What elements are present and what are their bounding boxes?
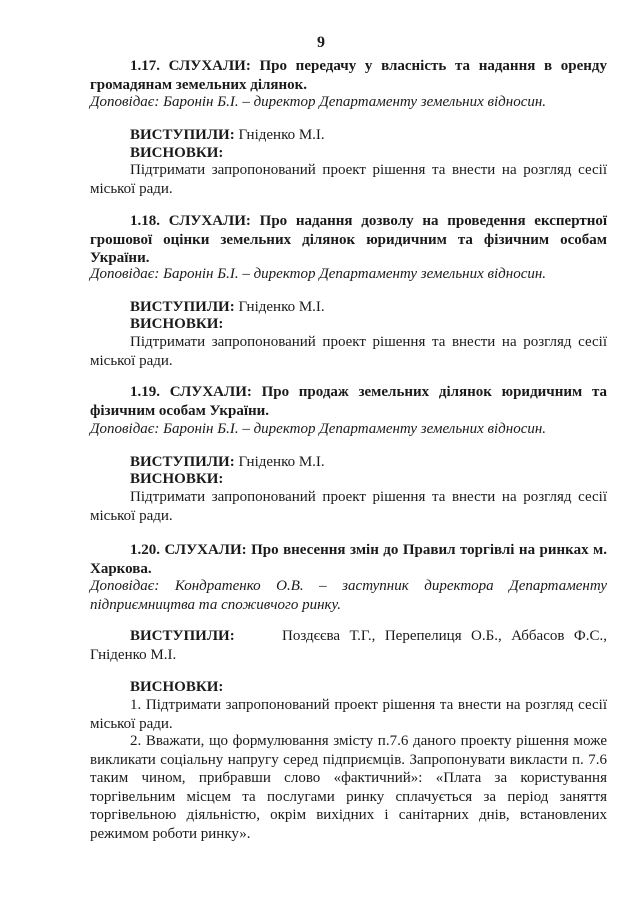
heard-label: СЛУХАЛИ:	[169, 384, 252, 400]
reporter-line: Доповідає: Баронін Б.І. – директор Департаменту земельних відносин.	[90, 421, 547, 437]
item-number: 1.17.	[130, 58, 160, 74]
spoke-line	[90, 627, 607, 664]
item-topic: Про передачу у власність та надання в оренду громадянам земельних ділянок.	[90, 58, 607, 93]
spoke-names: Поздєєва Т.Г., Перепелиця О.Б., Аббасов Ф.С., Гніденко М.І.	[90, 628, 608, 663]
page-number: 9	[317, 34, 325, 51]
conclusions-label: ВИСНОВКИ:	[130, 471, 224, 487]
spoke-line	[90, 298, 642, 317]
spoke-names: Гніденко М.І.	[238, 299, 325, 315]
reporter-line: Доповідає: Кондратенко О.В. – заступник директора Департаменту підприємництва та споживчого ринку.	[90, 578, 607, 613]
item-heading-1-20	[90, 541, 607, 578]
item-heading-1-17	[90, 57, 607, 94]
spoke-names: Гніденко М.І.	[238, 454, 325, 470]
item-topic: Про надання дозволу на проведення експертної грошової оцінки земельних ділянок юридичним та фізичним особам України.	[90, 213, 608, 266]
reporter-line: Доповідає: Баронін Б.І. – директор Департаменту земельних відносин.	[90, 266, 547, 282]
spoke-label: ВИСТУПИЛИ:	[130, 127, 235, 143]
conclusions-item-1: 1. Підтримати запропонований проект рішення та внести на розгляд сесії міської ради.	[90, 697, 607, 732]
conclusions-text: Підтримати запропонований проект рішення та внести на розгляд сесії міської ради.	[90, 489, 607, 524]
spoke-label: ВИСТУПИЛИ:	[130, 454, 235, 470]
conclusions-item-2: 2. Вважати, що формулювання змісту п.7.6 даного проекту рішення може викликати соціальну напругу серед підприємців. Запропонувати викласти п. 7.6 таким чином, прибравши слово «фактичний»: «Плата за користування торгівельним місцем та послугами ринку сплачується за період заняття торгівельною діяльністю, окрім вихідних і санітарних днів, встановлених режимом роботи ринку».	[90, 733, 607, 842]
reporter-line: Доповідає: Баронін Б.І. – директор Департаменту земельних відносин.	[90, 94, 547, 110]
item-number: 1.20.	[130, 542, 160, 558]
conclusions-text: Підтримати запропонований проект рішення та внести на розгляд сесії міської ради.	[90, 162, 607, 197]
item-heading-1-19	[90, 383, 607, 420]
heard-label: СЛУХАЛИ:	[168, 213, 251, 229]
spoke-names: Гніденко М.І.	[238, 127, 325, 143]
conclusions-label: ВИСНОВКИ:	[130, 316, 224, 332]
conclusions-label: ВИСНОВКИ:	[130, 145, 224, 161]
conclusions-label: ВИСНОВКИ:	[130, 679, 224, 695]
item-number: 1.18.	[130, 213, 160, 229]
item-topic: Про внесення змін до Правил торгівлі на ринках м. Харкова.	[90, 542, 608, 577]
spoke-label: ВИСТУПИЛИ:	[130, 299, 235, 315]
item-heading-1-18	[90, 212, 607, 268]
conclusions-text: Підтримати запропонований проект рішення та внести на розгляд сесії міської ради.	[90, 334, 607, 369]
heard-label: СЛУХАЛИ:	[164, 542, 247, 558]
item-topic: Про продаж земельних ділянок юридичним та фізичним особам України.	[90, 384, 608, 419]
heard-label: СЛУХАЛИ:	[168, 58, 251, 74]
spoke-line	[90, 453, 642, 472]
spoke-line	[90, 126, 642, 145]
item-number: 1.19.	[130, 384, 160, 400]
spoke-label: ВИСТУПИЛИ:	[130, 628, 235, 644]
